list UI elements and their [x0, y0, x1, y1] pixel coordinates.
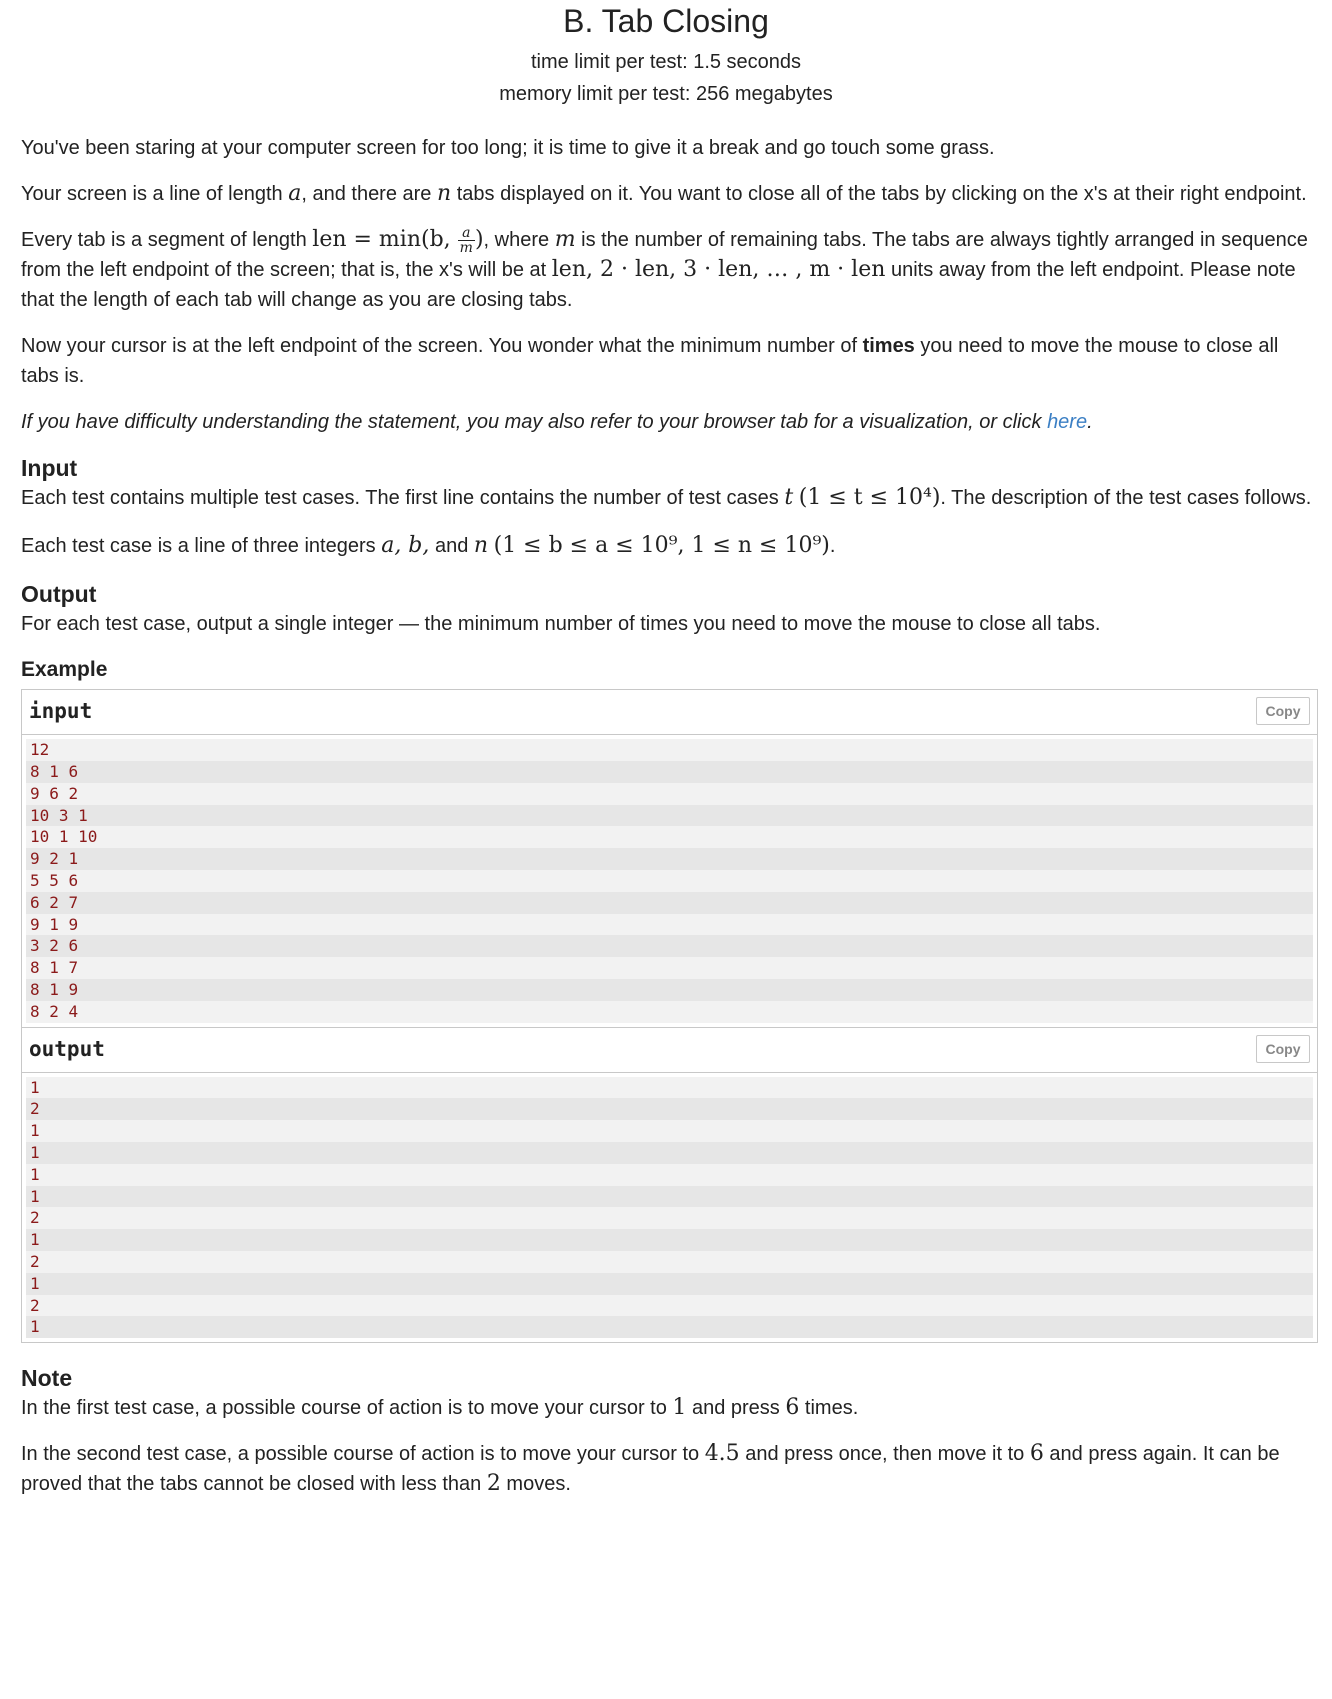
- output-section-title: Output: [21, 581, 97, 608]
- input-line: 8 1 9: [26, 979, 1313, 1001]
- statement-paragraph-3: Every tab is a segment of length len = min(b, $\frac{a}{m}$ ), where m is the number of remaining tabs. The tabs are always tightly arranged in sequence from the left endpoint of the screen; that is, the x's will be at len, 2 · len, 3 · len, … , m · len units away from the left endpoint. Please note that the length of each tab will change as you are closing tabs.: [21, 225, 1308, 312]
- memory-limit: memory limit per test: 256 megabytes: [499, 83, 833, 105]
- output-lines: [22, 1073, 1317, 1343]
- note-paragraph-1: In the first test case, a possible course of action is to move your cursor to 1 and press 6 times.: [21, 1395, 859, 1421]
- input-line: 8 2 4: [26, 1001, 1313, 1023]
- output-line: 2: [26, 1098, 1313, 1120]
- output-header: [22, 1027, 1317, 1073]
- example-title: Example: [21, 658, 108, 682]
- input-lines: [22, 735, 1317, 1026]
- input-line: 10 3 1: [26, 805, 1313, 827]
- output-paragraph-1: For each test case, output a single integer — the minimum number of times you need to move the mouse to close all tabs.: [21, 613, 1101, 636]
- output-line: 1: [26, 1273, 1313, 1295]
- copy-input-button[interactable]: Copy: [1256, 697, 1310, 725]
- problem-statement: [21, 133, 1318, 1499]
- output-line: 1: [26, 1316, 1313, 1338]
- input-line: 5 5 6: [26, 870, 1313, 892]
- note-title: Note: [21, 1365, 73, 1392]
- time-limit: time limit per test: 1.5 seconds: [530, 51, 802, 73]
- statement-paragraph-4: Now your cursor is at the left endpoint of the screen. You wonder what the minimum number of times you need to move the mouse to close all tabs is.: [21, 335, 1279, 388]
- input-line: 9 6 2: [26, 783, 1313, 805]
- input-line: 9 1 9: [26, 914, 1313, 936]
- example-box: [21, 689, 1318, 1343]
- input-paragraph-2: Each test case is a line of three integers a, b, and n (1 ≤ b ≤ a ≤ 10⁹, 1 ≤ n ≤ 10⁹).: [21, 533, 836, 559]
- output-line: 1: [26, 1077, 1313, 1099]
- output-line: 2: [26, 1295, 1313, 1317]
- output-line: 1: [26, 1229, 1313, 1251]
- output-line: 1: [26, 1186, 1313, 1208]
- output-line: 2: [26, 1251, 1313, 1273]
- output-line: 2: [26, 1207, 1313, 1229]
- output-label: output: [29, 1036, 105, 1061]
- note-paragraph-2: In the second test case, a possible course of action is to move your cursor to 4.5 and press once, then move it to 6 and press again. It can be proved that the tabs cannot be closed with less than 2 moves.: [21, 1441, 1280, 1497]
- len-formula: len = min(b,: [312, 227, 458, 252]
- input-line: 12: [26, 739, 1313, 761]
- input-line: 10 1 10: [26, 826, 1313, 848]
- statement-paragraph-1: You've been staring at your computer screen for too long; it is time to give it a break and go touch some grass.: [21, 137, 995, 159]
- input-header: [22, 690, 1317, 735]
- problem-header: [0, 0, 1332, 110]
- output-line: 1: [26, 1164, 1313, 1186]
- output-line: 1: [26, 1120, 1313, 1142]
- statement-paragraph-2: Your screen is a line of length a, and there are n tabs displayed on it. You want to close all of the tabs by clicking on the x's at their right endpoint.: [21, 181, 1307, 206]
- input-line: 8 1 7: [26, 957, 1313, 979]
- input-paragraph-1: Each test contains multiple test cases. The first line contains the number of test cases t (1 ≤ t ≤ 10⁴). The description of the test cases follows.: [21, 485, 1312, 511]
- input-line: 6 2 7: [26, 892, 1313, 914]
- statement-paragraph-5: If you have difficulty understanding the statement, you may also refer to your browser tab for a visualization, or click here.: [21, 411, 1093, 434]
- problem-title: B. Tab Closing: [563, 3, 769, 39]
- fraction-a-over-m: $\frac{a}{m}$: [459, 225, 473, 257]
- input-line: 9 2 1: [26, 848, 1313, 870]
- input-section-title: Input: [21, 455, 78, 482]
- input-line: 8 1 6: [26, 761, 1313, 783]
- input-label: input: [29, 699, 93, 724]
- positions-sequence: len, 2 · len, 3 · len, … , m · len: [551, 257, 886, 283]
- output-line: 1: [26, 1142, 1313, 1164]
- copy-output-button[interactable]: Copy: [1256, 1035, 1310, 1063]
- input-line: 3 2 6: [26, 935, 1313, 957]
- here-link[interactable]: here: [1047, 411, 1088, 434]
